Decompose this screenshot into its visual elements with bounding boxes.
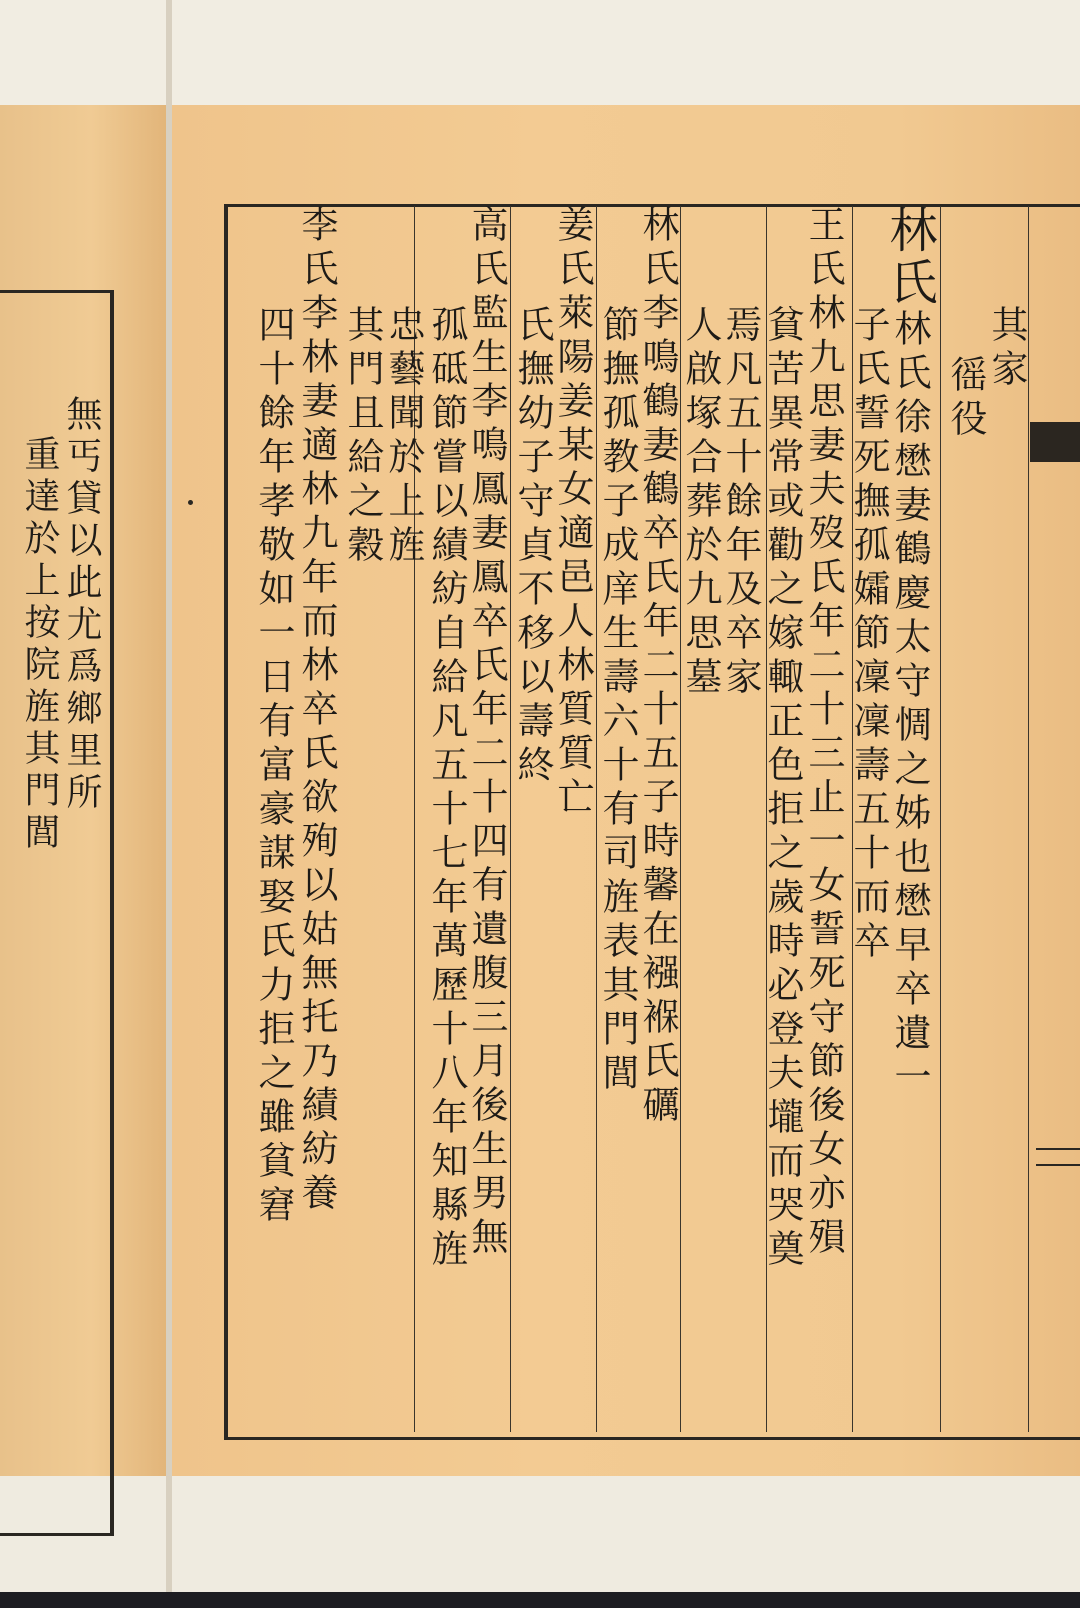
ink-dot [188, 500, 193, 505]
folio-mark [1030, 422, 1080, 462]
entry-wang-shi-line-2: 貧苦異常或勸之嫁輙正色拒之歲時必登夫壠而哭奠 [761, 305, 804, 1273]
entry-wang-shi-line-1: 王氏林九思妻夫歿氏年二十三止一女誓死守節後女亦殞 [802, 205, 845, 1261]
entry-gao-shi-line-3: 忠藝聞於上旌 [382, 305, 425, 569]
entry-wang-shi-line-4: 人啟塚合葬於九思墓 [679, 305, 722, 701]
left-page-column-2: 重達於上按院旌其門閭 [19, 435, 60, 855]
folio-fold-marks [1036, 1148, 1080, 1166]
entry-gao-shi-line-4: 其門且給之穀 [341, 305, 384, 569]
entry-li-shi-line-1: 李氏李林妻適林九年而林卒氏欲殉以姑無托乃績紡養 [295, 205, 338, 1217]
entry-jiang-shi-line-2: 氏撫幼子守貞不移以壽終 [511, 305, 554, 789]
background-bottom [0, 1476, 1080, 1592]
background-top [0, 0, 1080, 105]
text-column-yaoyi: 徭役 [944, 355, 987, 443]
entry-gao-shi-line-1: 高氏監生李鳴鳳妻鳳卒氏年二十四有遺腹三月後生男無 [465, 205, 508, 1261]
left-page-column-1: 無丐貸以此尤爲鄉里所 [61, 395, 102, 815]
entry-lin-shi-1-line-1: 林氏林氏徐懋妻鶴慶太守惆之姊也懋早卒遺一 [881, 205, 937, 1101]
entry-wang-shi-line-3: 焉凡五十餘年及卒家 [719, 305, 762, 701]
entry-lin-shi-2-line-2: 節撫孤教子成庠生壽六十有司旌表其門閭 [596, 305, 639, 1097]
entry-li-shi-line-2: 四十餘年孝敬如一日有富豪謀娶氏力拒之雖貧窘 [252, 305, 295, 1229]
column-rule [940, 206, 941, 1432]
page-header-fragment [1030, 210, 1080, 290]
entry-gao-shi-line-2: 孤砥節嘗以績紡自給凡五十七年萬歷十八年知縣旌 [425, 305, 468, 1273]
column-rule [1028, 206, 1029, 1432]
entry-lin-shi-1-line-2: 子氏誓死撫孤孀節凜凜壽五十而卒 [847, 305, 890, 965]
entry-jiang-shi-line-1: 姜氏萊陽姜某女適邑人林質質亡 [551, 205, 594, 821]
entry-lin-shi-2-line-1: 林氏李鳴鶴妻鶴卒氏年二十五子時馨在襁褓氏礪 [636, 205, 679, 1129]
text-column-qijia: 其家 [985, 305, 1028, 393]
left-page-leaf [0, 105, 166, 1476]
